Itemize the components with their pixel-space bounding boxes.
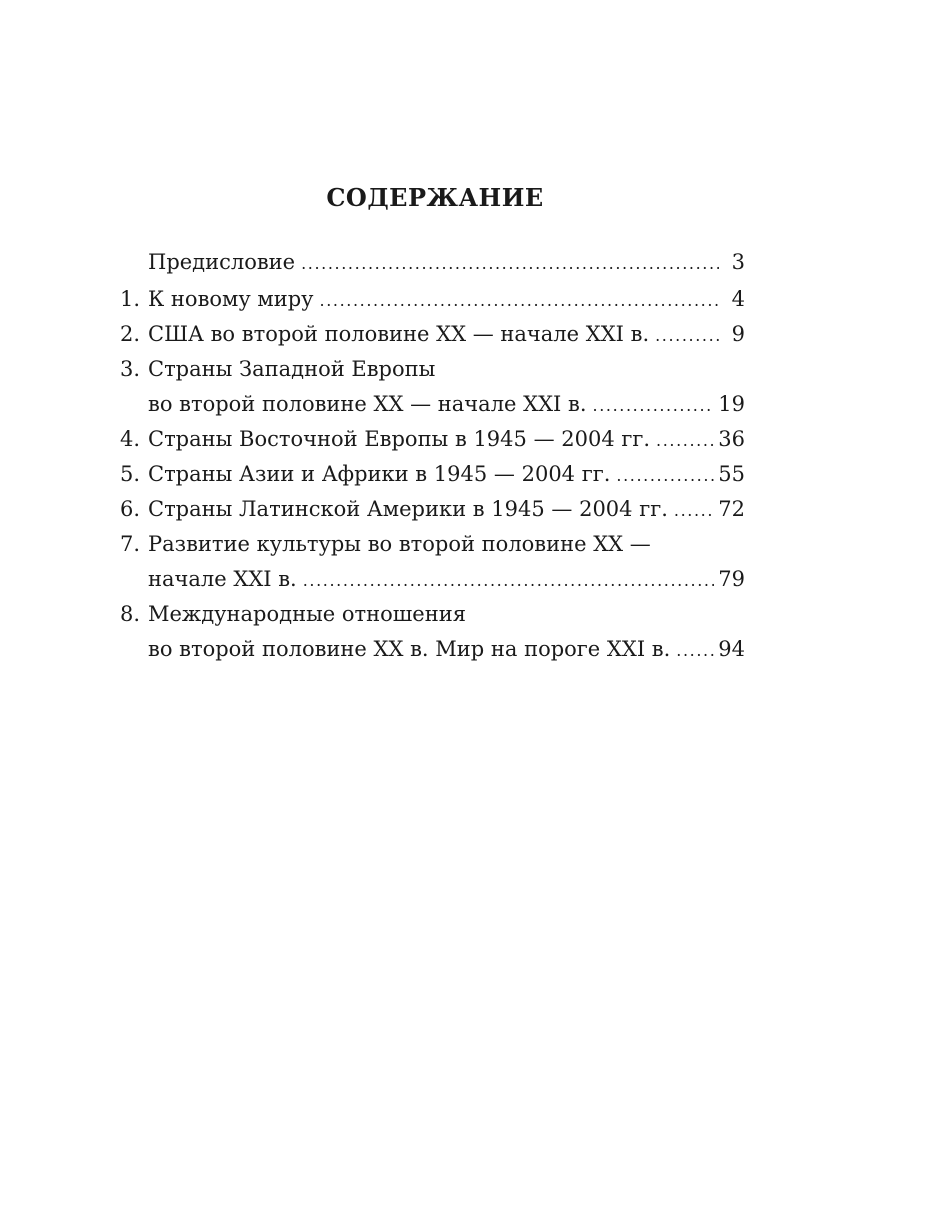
toc-entry-label: Предисловие [148,250,296,274]
toc-entry-page: 19 [718,392,745,416]
toc-entry-number: 1. [120,287,141,311]
toc-entry-page: 72 [718,497,745,521]
dot-leader [303,563,715,598]
toc-entry-label: Страны Восточной Европы в 1945 — 2004 гг. [148,427,651,451]
toc-entry-page: 94 [718,637,745,661]
toc-entry-label: Развитие культуры во второй половине XX — [148,532,651,556]
toc-entry-page: 79 [718,567,745,591]
dot-leader [655,318,719,353]
toc-entry-2[interactable] [120,317,745,352]
toc-entry-page: 9 [731,322,745,346]
toc-entry-label: США во второй половине XX — начале XXI в. [148,322,650,346]
toc-entry-1[interactable] [120,282,745,317]
dot-leader [301,246,719,281]
toc-entry-label-continued: во второй половине XX — начале XXI в. [148,392,587,416]
dot-leader [616,458,714,493]
toc-entry-label: Международные отношения [148,602,466,626]
toc-entry-page: 4 [731,287,745,311]
toc-entry-label-continued: во второй половине XX в. Мир на пороге XXI в. [148,637,671,661]
dot-leader [676,633,714,668]
toc-entry-label: Страны Западной Европы [148,357,436,381]
toc-entry-7[interactable] [120,527,745,597]
toc-entry-label-continued: начале XXI в. [148,567,297,591]
toc-entry-page: 3 [731,250,745,274]
toc-entry-label: Страны Азии и Африки в 1945 — 2004 гг. [148,462,611,486]
dot-leader [674,493,714,528]
toc-entry-6[interactable] [120,492,745,527]
dot-leader [593,388,715,423]
dot-leader [320,283,719,318]
page-title: СОДЕРЖАНИЕ [326,183,544,212]
table-of-contents [120,245,745,667]
toc-entry-number: 6. [120,497,141,521]
toc-entry-number: 8. [120,602,141,626]
dot-leader [656,423,714,458]
toc-entry-8[interactable] [120,597,745,667]
toc-entry-label: Страны Латинской Америки в 1945 — 2004 гг. [148,497,668,521]
toc-entry-3[interactable] [120,352,745,422]
toc-entry-number: 5. [120,462,141,486]
toc-entry-number: 7. [120,532,141,556]
toc-entry-5[interactable] [120,457,745,492]
toc-entry-number: 3. [120,357,141,381]
toc-entry-number: 4. [120,427,141,451]
toc-entry-label: К новому миру [148,287,314,311]
toc-entry-preface[interactable] [120,245,745,280]
toc-entry-number: 2. [120,322,141,346]
toc-entry-4[interactable] [120,422,745,457]
toc-entry-page: 55 [718,462,745,486]
toc-entry-page: 36 [718,427,745,451]
